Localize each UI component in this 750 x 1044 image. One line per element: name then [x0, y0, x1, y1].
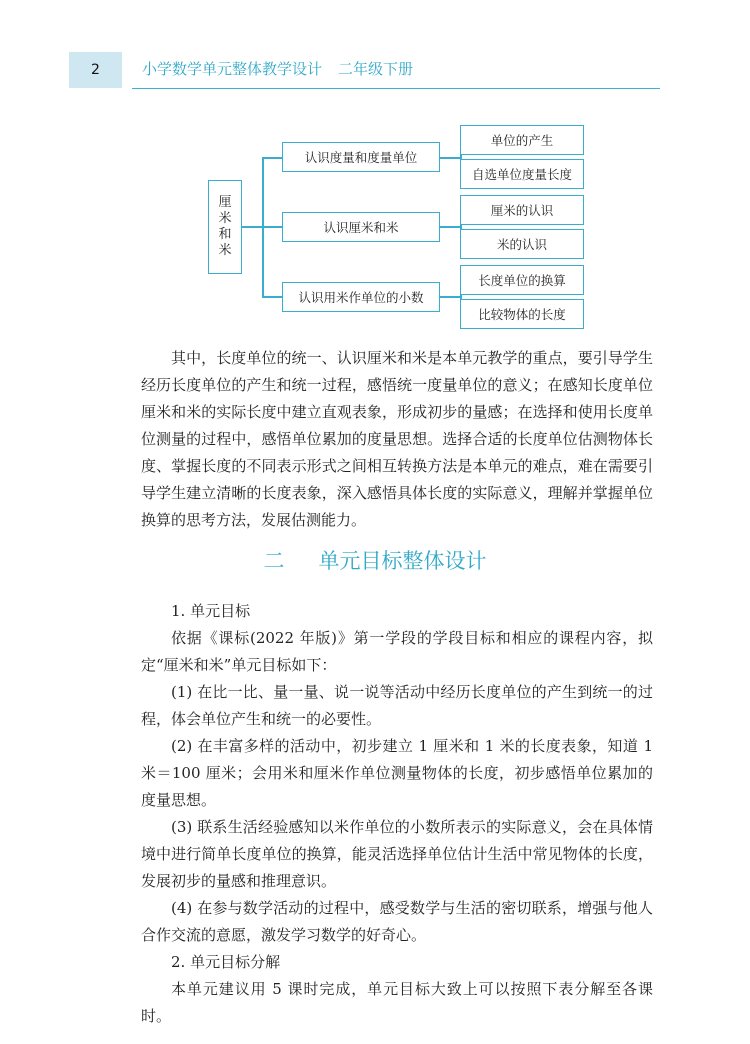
leaf-box: 米的认识 — [460, 229, 584, 259]
volume-label: 二年级下册 — [338, 60, 414, 78]
goal-item: (3) 联系生活经验感知以米作单位的小数所表示的实际意义，会在具体情境中进行简单长度单位的换算，能灵活选择单位估计生活中常见物体的长度，发展初步的量感和推理意识。 — [141, 818, 653, 890]
leaf-box: 长度单位的换算 — [460, 265, 584, 295]
connector — [440, 157, 460, 159]
section-number: 二 — [263, 549, 285, 573]
root-char: 米 — [218, 211, 232, 226]
concept-diagram — [0, 0, 750, 340]
leaf-box: 自选单位度量长度 — [460, 159, 584, 189]
goals-block — [141, 598, 653, 1030]
section-heading — [0, 545, 750, 575]
intro-block — [141, 345, 653, 534]
page-number: 2 — [91, 62, 100, 78]
goal-item: (1) 在比一比、量一量、说一说等活动中经历长度单位的产生到统一的过程，体会单位产生和统一的必要性。 — [141, 683, 653, 728]
root-char: 和 — [218, 227, 232, 242]
connector — [262, 296, 282, 298]
connector — [262, 226, 282, 228]
diagram-root — [208, 180, 242, 274]
branch-box: 认识用米作单位的小数 — [282, 282, 440, 312]
goals-lead: 依据《课标(2022 年版)》第一学段的学段目标和相应的课程内容，拟定“厘米和米”单元目标如下： — [141, 629, 653, 674]
leaf-box: 单位的产生 — [460, 125, 584, 155]
leaf-box: 比较物体的长度 — [460, 299, 584, 329]
connector — [440, 226, 460, 228]
goal-item: (4) 在参与数学活动的过程中，感受数学与生活的密切联系，增强与他人合作交流的意愿，激发学习数学的好奇心。 — [141, 899, 653, 944]
section-title: 单元目标整体设计 — [318, 549, 487, 573]
subheading: 1. 单元目标 — [171, 602, 251, 620]
subheading: 2. 单元目标分解 — [171, 953, 281, 971]
branch-box: 认识厘米和米 — [282, 212, 440, 242]
root-char: 厘 — [218, 195, 232, 210]
connector — [242, 226, 262, 228]
connector — [262, 157, 282, 159]
book-title: 小学数学单元整体教学设计 — [142, 60, 323, 78]
leaf-box: 厘米的认识 — [460, 195, 584, 225]
branch-box: 认识度量和度量单位 — [282, 142, 440, 172]
intro-paragraph: 其中，长度单位的统一、认识厘米和米是本单元教学的重点，要引导学生经历长度单位的产生和统一过程，感悟统一度量单位的意义；在感知长度单位厘米和米的实际长度中建立直观表象，形成初步的量感；在选择和使用长度单位测量的过程中，感悟单位累加的度量思想。选择合适的长度单位估测物体长度、掌握长度的不同表示形式之间相互转换方法是本单元的难点，难在需要引导学生建立清晰的长度表象，深入感悟具体长度的实际意义，理解并掌握单位换算的思考方法，发展估测能力。 — [141, 349, 653, 529]
closing-paragraph: 本单元建议用 5 课时完成，单元目标大致上可以按照下表分解至各课时。 — [141, 980, 653, 1025]
connector — [440, 296, 460, 298]
goal-item: (2) 在丰富多样的活动中，初步建立 1 厘米和 1 米的长度表象，知道 1 米＝100 厘米；会用米和厘米作单位测量物体的长度，初步感悟单位累加的度量思想。 — [141, 737, 653, 809]
root-char: 米 — [218, 243, 232, 258]
